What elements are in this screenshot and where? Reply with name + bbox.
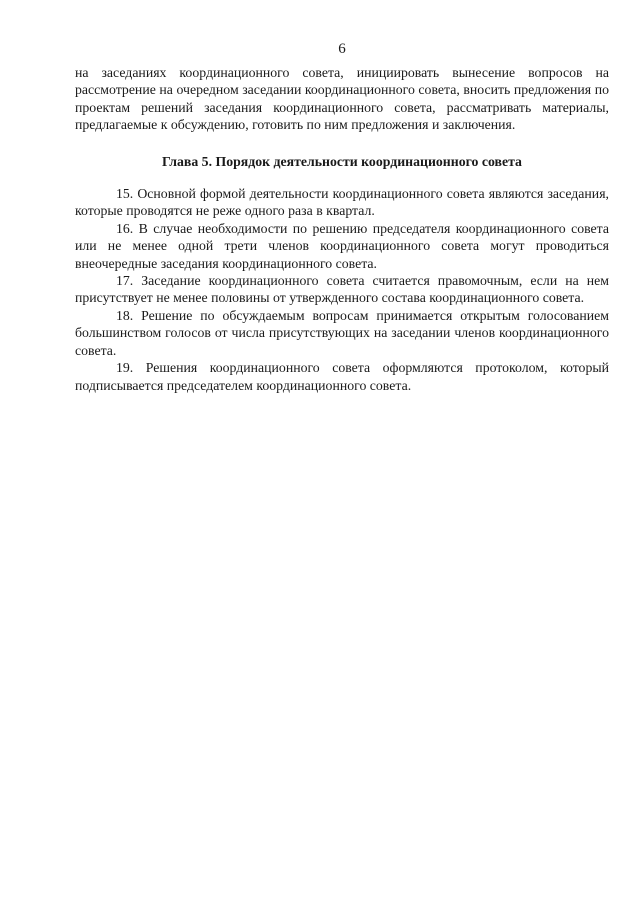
- paragraph-item-15: 15. Основной формой деятельности координационного совета являются заседания, которые проводятся не реже одного раза в квартал.: [75, 186, 609, 219]
- paragraph-item-19: 19. Решения координационного совета оформляются протоколом, который подписывается председателем координационного совета.: [75, 360, 609, 393]
- page-number: 6: [338, 41, 346, 57]
- intro-paragraph: на заседаниях координационного совета, инициировать вынесение вопросов на рассмотрение на очередном заседании координационного совета, вносить предложения по проектам решений заседания координационного совета, рассматривать материалы, предлагаемые к обсуждению, готовить по ним предложения и заключения.: [75, 65, 609, 133]
- paragraph-item-17: 17. Заседание координационного совета считается правомочным, если на нем присутствует не менее половины от утвержденного состава координационного совета.: [75, 273, 609, 306]
- paragraph-item-16: 16. В случае необходимости по решению председателя координационного совета или не менее одной трети членов координационного совета могут проводиться внеочередные заседания координационного совета.: [75, 220, 609, 271]
- chapter-title: Глава 5. Порядок деятельности координационного совета: [162, 153, 522, 169]
- document-page: [75, 40, 609, 394]
- paragraph-item-18: 18. Решение по обсуждаемым вопросам принимается открытым голосованием большинством голосов от числа присутствующих на заседании членов координационного совета.: [75, 307, 609, 358]
